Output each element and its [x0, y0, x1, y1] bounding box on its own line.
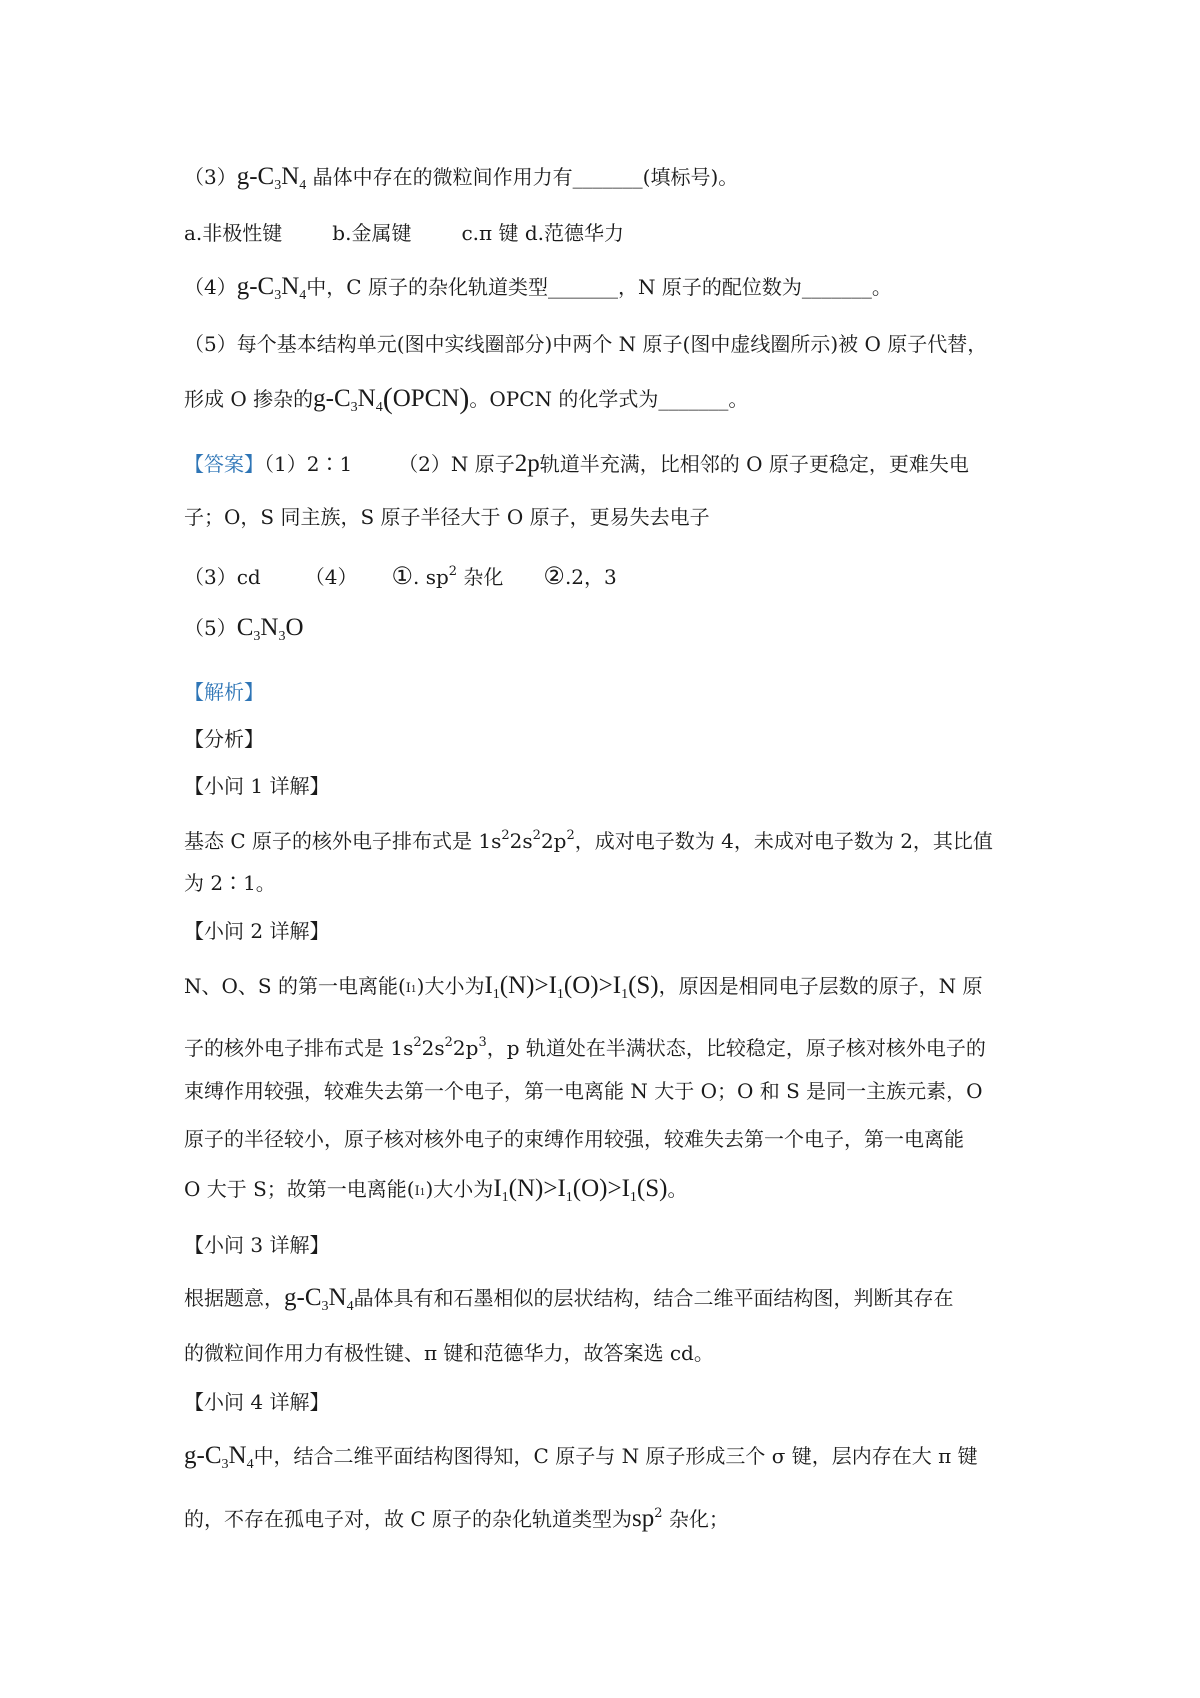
option-d: d.范德华力: [524, 221, 625, 245]
analysis-label: 【解析】: [184, 680, 264, 704]
ionization-inequality: $I_1(N)>I_1(O)>I_1(S)$: [493, 1175, 668, 1205]
formula-gc3n4: $g-C_3N_4$: [236, 273, 307, 303]
sub3-title: 【小问 3 详解】: [184, 1233, 330, 1257]
sub4-line1: $g-C_3N_4$中，结合二维平面结构图得知，C 原子与 N 原子形成三个 σ 键，层内存在大 π 键: [184, 1442, 978, 1472]
answer-blank: _______: [547, 275, 618, 299]
answer-blank: _______: [658, 387, 729, 411]
answer-line2: 子；O，S 同主族，S 原子半径大于 O 原子，更易失去电子: [184, 505, 710, 529]
option-a: a.非极性键: [184, 221, 283, 245]
formula-gc3n4: $g-C_3N_4$: [184, 1442, 254, 1472]
answer-line1: 【答案】（1）2∶1 （2）N 原子2p轨道半充满，比相邻的 O 原子更稳定，更难失电: [184, 450, 969, 477]
circled-two-icon: ②: [543, 562, 565, 590]
sub3-line1: 根据题意，$g-C_3N_4$晶体具有和石墨相似的层状结构，结合二维平面结构图，判断其存在: [184, 1284, 954, 1314]
sub3-line2: 的微粒间作用力有极性键、π 键和范德华力，故答案选 cd。: [184, 1341, 714, 1365]
ionization-inequality: $I_1(N)>I_1(O)>I_1(S)$: [484, 972, 659, 1002]
question-4: $(4)g-C_3N_4$中，C 原子的杂化轨道类型_______，N 原子的配位数为_______。: [184, 273, 892, 303]
formula-gc3n4: $g-C_3N_4$: [236, 163, 307, 193]
formula-c3n3o: $C_3N_3O$: [236, 614, 304, 644]
fenxi-label: 【分析】: [184, 727, 264, 751]
sub2-line2: 子的核外电子排布式是 $1s^22s^22p^3$，p 轨道处在半满状态，比较稳定，原子核对核外电子的: [184, 1035, 986, 1060]
formula-gc3n4: $g-C_3N_4(OPCN)$: [313, 382, 470, 415]
circled-one-icon: ①: [391, 562, 413, 590]
option-c: c.π 键: [461, 221, 519, 245]
formula-gc3n4: $g-C_3N_4$: [284, 1284, 354, 1314]
question-number: （3）: [184, 165, 237, 189]
answer-line3: （3）cd （4） ①. $sp^2$ 杂化 ②.2，3: [184, 562, 617, 590]
options-row: [184, 219, 624, 247]
answer-blank: _______: [801, 275, 872, 299]
sub2-line4: 原子的半径较小，原子核对核外电子的束缚作用较强，较难失去第一个电子，第一电离能: [184, 1127, 964, 1151]
question-5-line1: （5）每个基本结构单元(图中实线圈部分)中两个 N 原子(图中虚线圈所示)被 O 原子代替，: [184, 332, 988, 356]
sub4-title: 【小问 4 详解】: [184, 1390, 330, 1414]
sub1-title: 【小问 1 详解】: [184, 774, 330, 798]
sub4-line2: 的，不存在孤电子对，故 C 原子的杂化轨道类型为$sp^2$ 杂化；: [184, 1505, 729, 1532]
sub2-line3: 束缚作用较强，较难失去第一个电子，第一电离能 N 大于 O；O 和 S 是同一主族元素，O: [184, 1079, 983, 1103]
answer-line4: $(5)C_3N_3O$: [184, 614, 304, 644]
answer-blank: _______: [572, 165, 643, 189]
sub2-line5: O 大于 S；故第一电离能(I1)大小为$I_1(N)>I_1(O)>I_1(S)$。: [184, 1175, 688, 1205]
question-3: $(3)g-C_3N_4$ 晶体中存在的微粒间作用力有_______(填标号)。: [184, 163, 739, 193]
sub2-line1: N、O、S 的第一电离能(I1)大小为$I_1(N)>I_1(O)>I_1(S)$，原因是相同电子层数的原子，N 原: [184, 972, 983, 1002]
sub1-line2: 为 2∶1。: [184, 871, 276, 895]
option-b: b.金属键: [332, 221, 412, 245]
sub2-title: 【小问 2 详解】: [184, 919, 330, 943]
answer-label: 【答案】: [184, 452, 264, 476]
question-5-line2: 形成 O 掺杂的$g-C_3N_4(OPCN)$。OPCN 的化学式为_______。: [184, 382, 749, 415]
sub1-line1: 基态 C 原子的核外电子排布式是 $1s^22s^22p^2$，成对电子数为 4，未成对电子数为 2，其比值: [184, 828, 993, 853]
